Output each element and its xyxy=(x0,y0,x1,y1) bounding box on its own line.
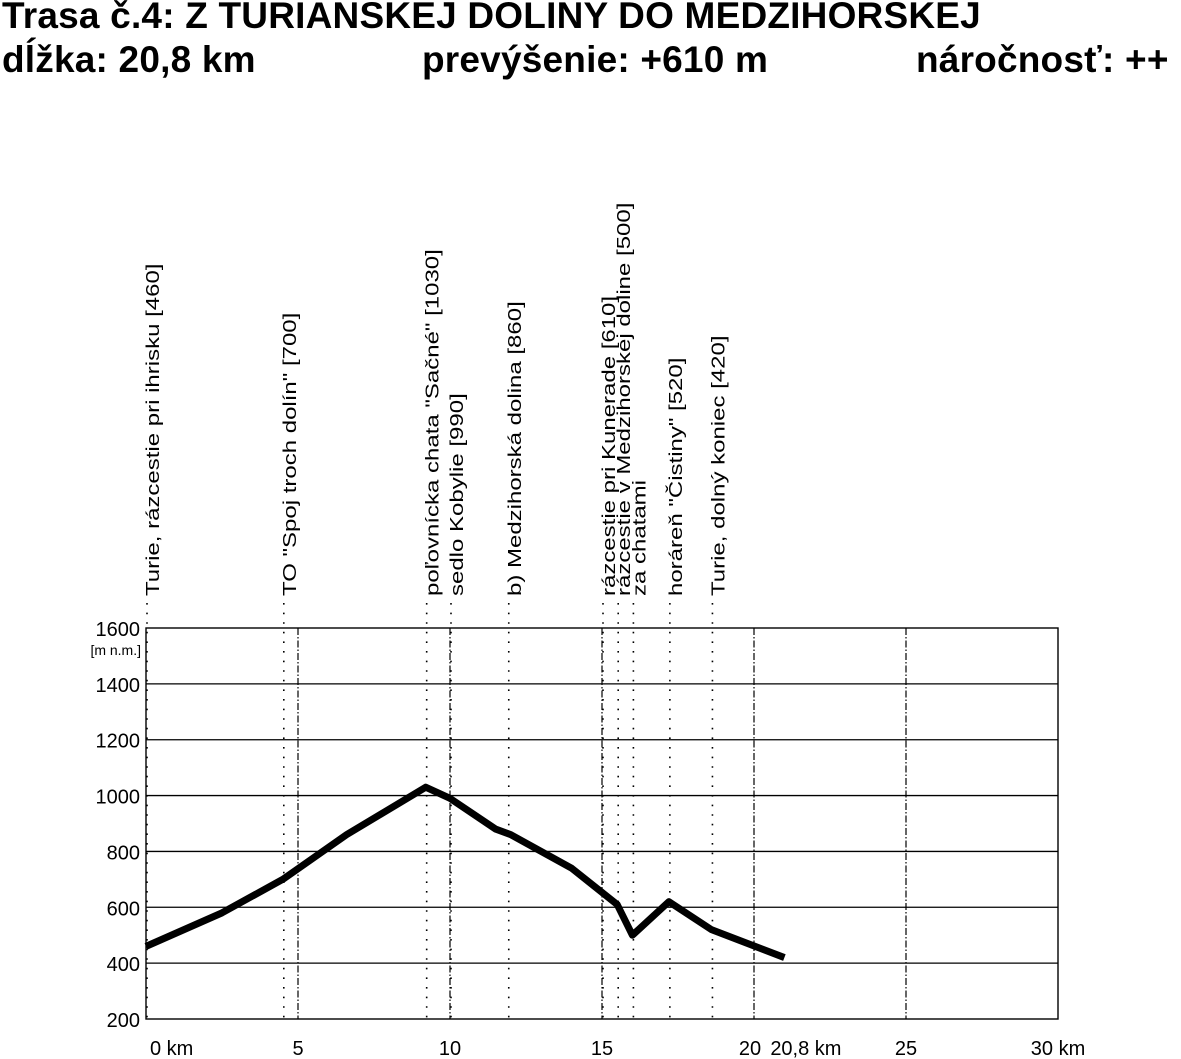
y-tick-label: 600 xyxy=(106,898,140,921)
x-tick-label: 15 xyxy=(590,1038,614,1059)
x-tick-label: 25 xyxy=(894,1038,918,1059)
axis-layer xyxy=(90,619,1085,1059)
y-tick-label: 200 xyxy=(106,1010,140,1032)
route-elevation-gain: prevýšenie: +610 m xyxy=(422,39,769,80)
route-title: Trasa č.4: Z TURIANSKEJ DOLINY DO MEDZIHORSKEJ xyxy=(2,0,981,36)
grid-layer xyxy=(146,628,1058,1019)
y-axis-unit-label: [m n.m.] xyxy=(90,642,141,658)
y-tick-label: 1400 xyxy=(95,674,140,697)
waypoint-layer xyxy=(147,603,712,1019)
plot-border xyxy=(146,628,1058,1019)
y-tick-label: 1000 xyxy=(95,786,140,809)
series-layer xyxy=(146,787,784,957)
x-tick-label: 30 km xyxy=(1030,1038,1086,1059)
waypoint-label: za chatami xyxy=(628,479,650,596)
y-tick-label: 400 xyxy=(106,954,140,977)
route-length: dĺžka: 20,8 km xyxy=(2,39,256,80)
waypoint-label: horáreň "Čistiny" [520] xyxy=(665,357,687,597)
waypoint-label: poľovnícka chata "Sačné" [1030] xyxy=(422,249,444,596)
waypoint-label: Turie, rázcestie pri ihrisku [460] xyxy=(142,263,164,596)
y-tick-label: 800 xyxy=(106,842,140,865)
x-tick-label: 20,8 km xyxy=(770,1038,842,1059)
x-tick-label: 10 xyxy=(438,1038,462,1059)
waypoint-label: b) Medzihorská dolina [860] xyxy=(504,301,526,596)
x-tick-label: 20 xyxy=(738,1038,762,1059)
x-tick-label: 0 km xyxy=(150,1038,194,1059)
x-tick-label: 5 xyxy=(292,1038,304,1059)
waypoint-label: rázcestie pri Kunerade [610] xyxy=(598,295,620,596)
waypoint-label: rázcestie v Medzihorskej doline [500] xyxy=(613,202,635,597)
plot-frame xyxy=(146,628,1058,1019)
waypoint-label: TO "Spoj troch dolín" [700] xyxy=(279,312,301,596)
y-tick-label: 1600 xyxy=(95,619,140,641)
y-tick-label: 1200 xyxy=(95,730,140,753)
route-difficulty: náročnosť: ++ xyxy=(916,39,1169,80)
waypoint-label: sedlo Kobylie [990] xyxy=(446,393,468,596)
waypoint-label-layer xyxy=(142,203,728,596)
elevation-profile-line xyxy=(146,787,784,957)
waypoint-label: Turie, dolný koniec [420] xyxy=(707,335,729,597)
